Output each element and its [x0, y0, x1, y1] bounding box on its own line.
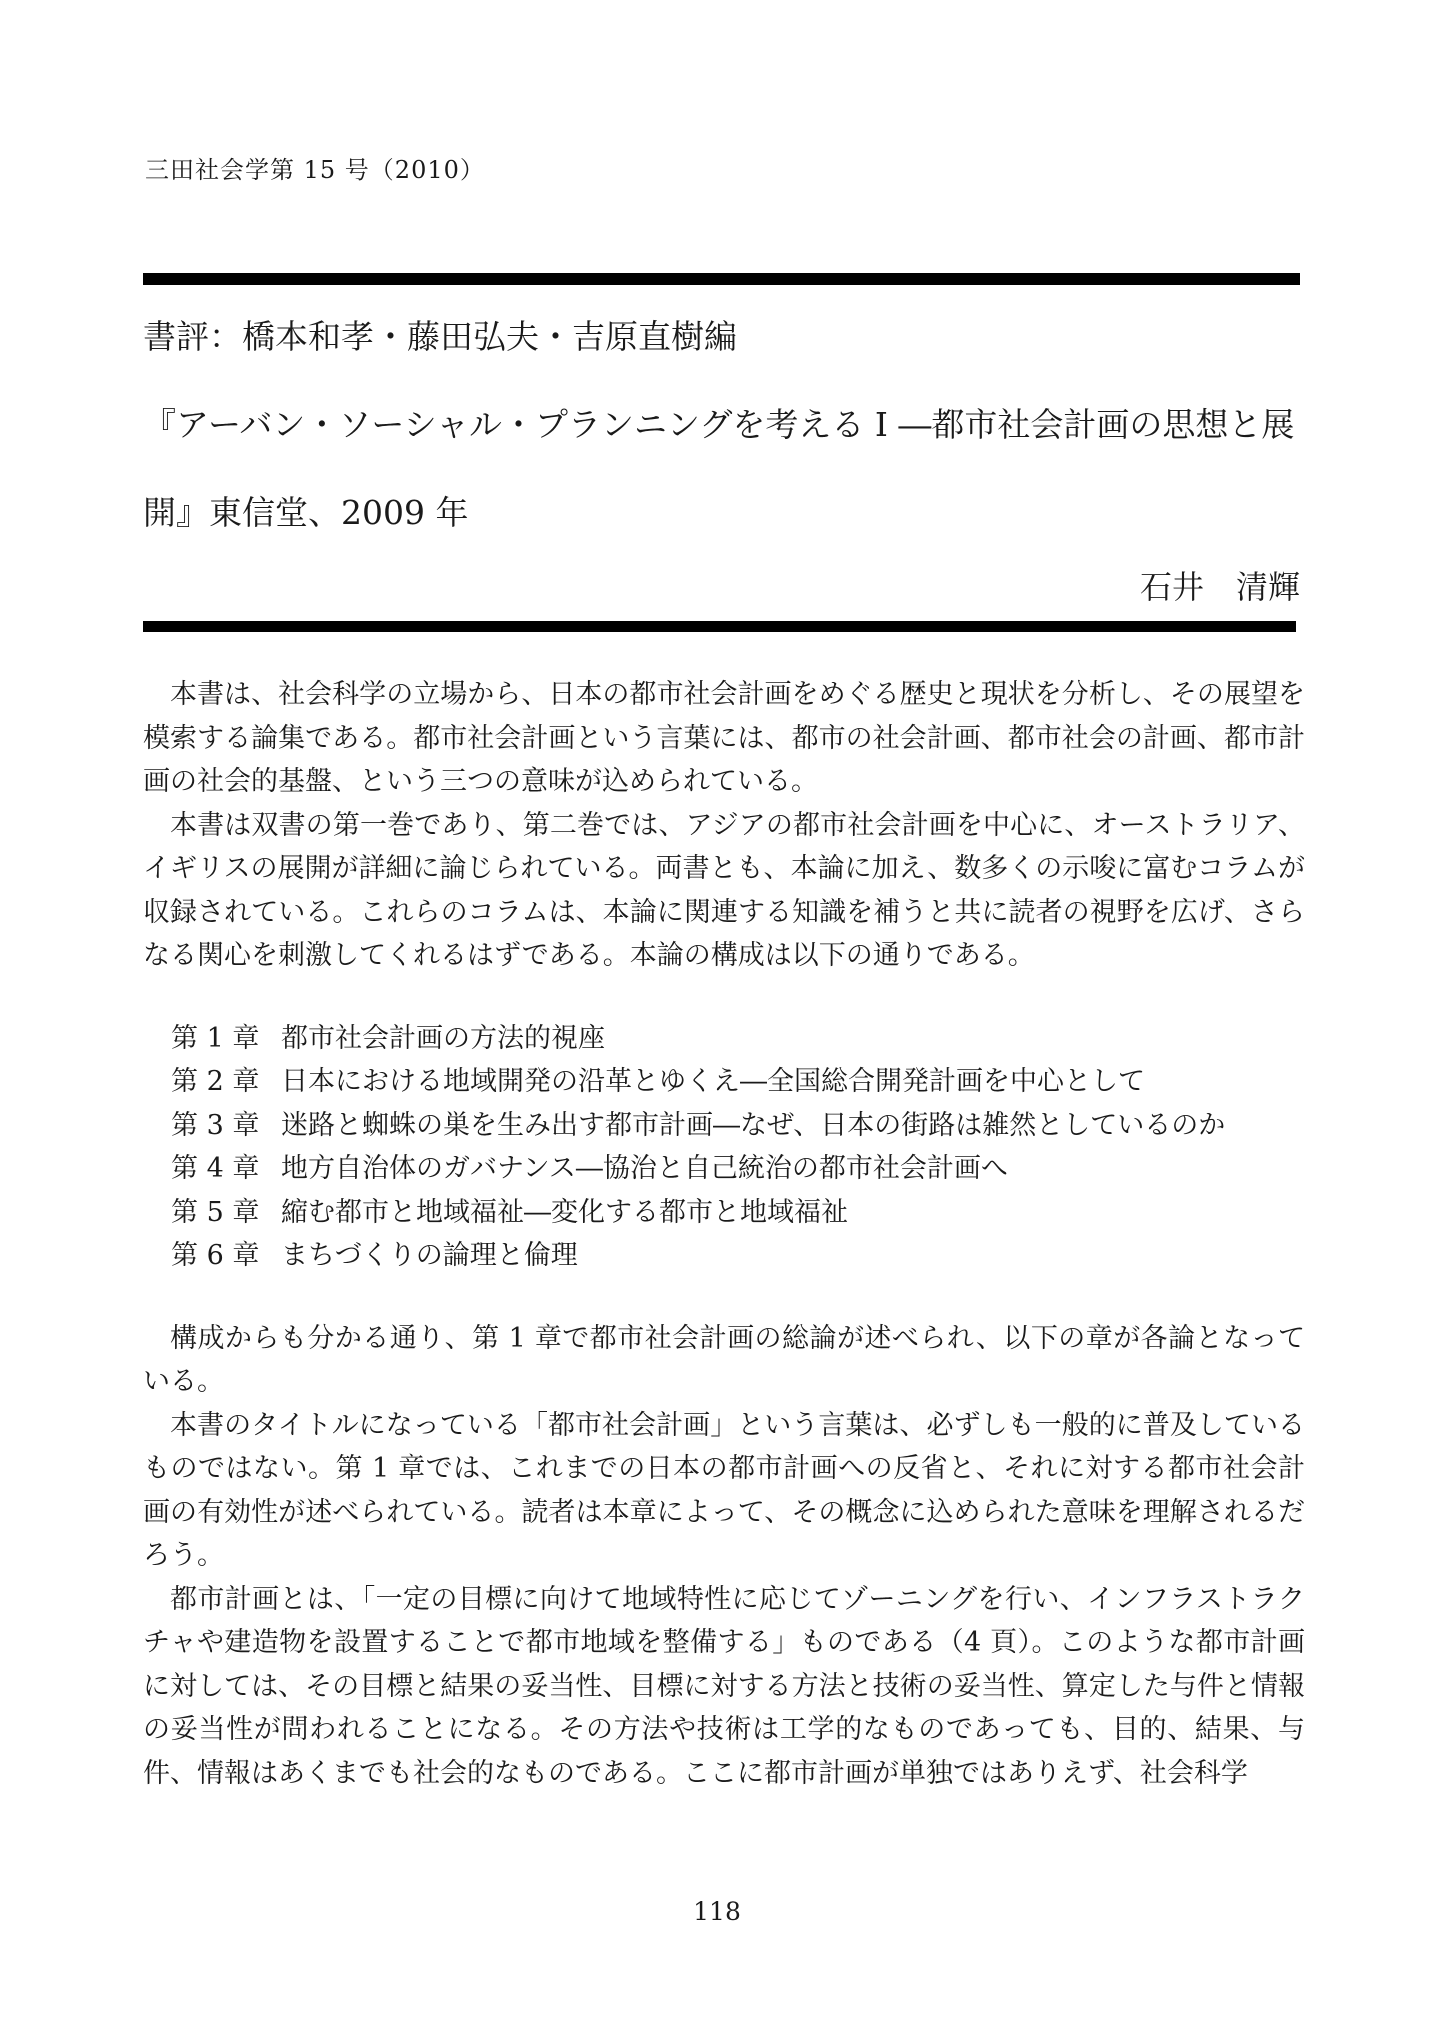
paragraph: 構成からも分かる通り、第 1 章で都市社会計画の総論が述べられ、以下の章が各論となっている。 — [143, 1322, 1305, 1397]
review-title-line: 開』東信堂、2009 年 — [143, 493, 469, 532]
chapter-number: 第 1 章 — [171, 1022, 260, 1054]
chapter-item — [171, 1191, 1305, 1235]
author-name: 石井 清輝 — [1139, 568, 1300, 606]
page-number: 118 — [693, 1897, 741, 1926]
paragraph: 本書は、社会科学の立場から、日本の都市社会計画をめぐる歴史と現状を分析し、その展望を模索する論集である。都市社会計画という言葉には、都市の社会計画、都市社会の計画、都市計画の社会的基盤、という三つの意味が込められている。 — [143, 679, 1305, 797]
chapter-item — [171, 1060, 1305, 1104]
chapter-list — [143, 1017, 1305, 1278]
chapter-title: 都市社会計画の方法的視座 — [281, 1022, 605, 1054]
chapter-title: 縮む都市と地域福祉―変化する都市と地域福祉 — [281, 1196, 848, 1228]
chapter-number: 第 6 章 — [171, 1240, 260, 1271]
chapter-title: 日本における地域開発の沿革とゆくえ―全国総合開発計画を中心として — [281, 1066, 1145, 1097]
chapter-item — [171, 1017, 1305, 1061]
chapter-item — [171, 1147, 1305, 1191]
chapter-number: 第 4 章 — [171, 1153, 260, 1184]
bottom-rule — [143, 621, 1296, 632]
article-body — [143, 673, 1305, 1795]
chapter-number: 第 2 章 — [171, 1066, 260, 1097]
review-title-line: 書評：橋本和孝・藤田弘夫・吉原直樹編 — [143, 317, 737, 356]
paragraph: 都市計画とは、「一定の目標に向けて地域特性に応じてゾーニングを行い、インフラストラクチャや建造物を設置することで都市地域を整備する」ものである（4 頁）。このような都市計画に対しては、その目標と結果の妥当性、目標に対する方法と技術の妥当性、算定した与件と情報の妥当性が問われることになる。その方法や技術は工学的なものであっても、目的、結果、与件、情報はあくまでも社会的なものである。ここに都市計画が単独ではありえず、社会科学 — [143, 1583, 1305, 1789]
chapter-item — [171, 1234, 1305, 1278]
top-rule — [143, 273, 1300, 285]
review-title-line: 『アーバン・ソーシャル・プランニングを考える I ―都市社会計画の思想と展 — [143, 405, 1295, 444]
chapter-number: 第 5 章 — [171, 1196, 260, 1228]
chapter-title: 迷路と蜘蛛の巣を生み出す都市計画―なぜ、日本の街路は雑然としているのか — [281, 1109, 1226, 1141]
chapter-title: 地方自治体のガバナンス―協治と自己統治の都市社会計画へ — [281, 1153, 1008, 1184]
paragraph: 本書のタイトルになっている「都市社会計画」という言葉は、必ずしも一般的に普及しているものではない。第 1 章では、これまでの日本の都市計画への反省と、それに対する都市社会計画の有効性が述べられている。読者は本章によって、その概念に込められた意味を理解されるだろう。 — [143, 1409, 1305, 1571]
journal-header: 三田社会学第 15 号（2010） — [145, 156, 485, 184]
paragraph: 本書は双書の第一巻であり、第二巻では、アジアの都市社会計画を中心に、オーストラリア、イギリスの展開が詳細に論じられている。両書とも、本論に加え、数多くの示唆に富むコラムが収録されている。これらのコラムは、本論に関連する知識を補うと共に読者の視野を広げ、さらなる関心を刺激してくれるはずである。本論の構成は以下の通りである。 — [143, 809, 1305, 971]
review-title — [143, 293, 1303, 557]
chapter-number: 第 3 章 — [171, 1109, 260, 1141]
chapter-title: まちづくりの論理と倫理 — [281, 1240, 578, 1271]
chapter-item — [171, 1104, 1305, 1148]
